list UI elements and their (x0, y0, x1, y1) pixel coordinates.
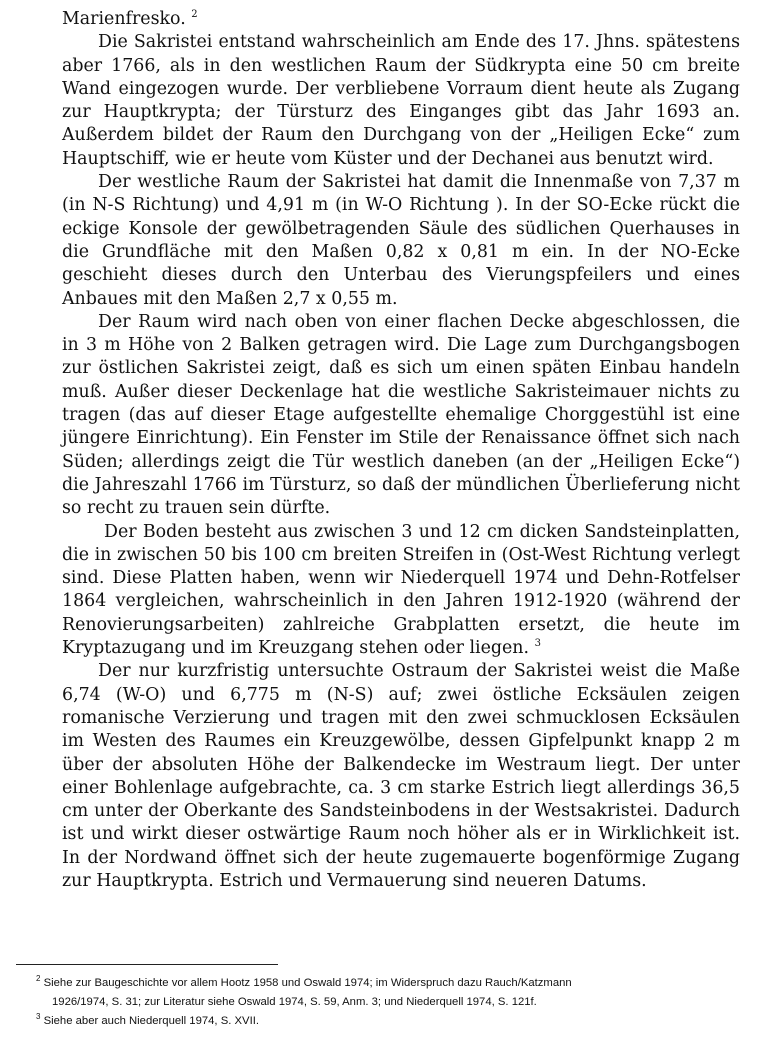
footnote-2-continued: 1926/1974, S. 31; zur Literatur siehe Oswald 1974, S. 59, Anm. 3; und Niederquell 1974, S. 121f. (52, 996, 537, 1008)
opening-text: Marienfresko. (62, 9, 186, 29)
paragraph-1: Die Sakristei entstand wahrscheinlich am Ende des 17. Jhns. spätestens aber 1766, als in den westlichen Raum der Südkrypta eine 50 cm breite Wand eingezogen wurde. Der verbliebene Vorraum dient heute als Zugang zur Hauptkrypta; der Türsturz des Einganges gibt das Jahr 1693 an. Außerdem bildet der Raum den Durchgang von der „Heiligen Ecke“ zum Hauptschiff, wie er heute vom Küster und der Dechanei aus benutzt wird. (62, 32, 740, 169)
footnote-number: 2 (36, 974, 41, 984)
footnote-number: 3 (36, 1012, 41, 1022)
footnote-text: Siehe aber auch Niederquell 1974, S. XVII. (43, 1015, 260, 1027)
footnotes (36, 974, 748, 1031)
main-text (62, 8, 740, 893)
footnote-2 (36, 974, 748, 993)
footnote-3 (36, 1012, 748, 1031)
paragraph-3: Der Raum wird nach oben von einer flachen Decke abgeschlossen, die in 3 m Höhe von 2 Balken getragen wird. Die Lage zum Durchgangsbogen zur östlichen Sakristei zeigt, daß es sich um einen späten Einbau handeln muß. Außer dieser Deckenlage hat die westliche Sakristeimauer nichts zu tragen (das auf dieser Etage aufgestellte ehemalige Chorggestühl ist eine jüngere Einrichtung). Ein Fenster im Stile der Renaissance öffnet sich nach Süden; allerdings zeigt die Tür westlich daneben (an der „Heiligen Ecke“) die Jahreszahl 1766 im Türsturz, so daß der mündlichen Überlieferung nicht so recht zu trauen sein dürfte. (62, 311, 740, 519)
paragraph-5: Der nur kurzfristig untersuchte Ostraum der Sakristei weist die Maße 6,74 (W-O) und 6,775 m (N-S) auf; zwei östliche Ecksäulen zeigen romanische Verzierung und tragen mit den zwei schmucklosen Ecksäulen im Westen des Raumes ein Kreuzgewölbe, dessen Gipfelpunkt knapp 2 m über der absoluten Höhe der Balkendecke im Westraum liegt. Der unter einer Bohlenlage aufgebrachte, ca. 3 cm starke Estrich liegt allerdings 36,5 cm unter der Oberkante des Sandsteinbodens in der Westsakristei. Dadurch ist und wirkt dieser ostwärtige Raum noch höher als er in Wirklichkeit ist. In der Nordwand öffnet sich der heute zugemauerte bogenförmige Zugang zur Hauptkrypta. Estrich und Vermauerung sind neueren Datums. (62, 661, 740, 891)
footnote-text: Siehe zur Baugeschichte vor allem Hootz 1958 und Oswald 1974; im Widerspruch dazu Rauch/Katzmann (43, 977, 572, 989)
paragraph-4-text: Der Boden besteht aus zwischen 3 und 12 cm dicken Sandsteinplatten, die in zwischen 50 bis 100 cm breiten Streifen in (Ost-West Richtung verlegt sind. Diese Platten haben, wenn wir Niederquell 1974 und Dehn-Rotfelser 1864 vergleichen, wahrscheinlich in den Jahren 1912-1920 (während der Renovierungsarbeiten) zahlreiche Grabplatten ersetzt, die heute im Kryptazugang und im Kreuzgang stehen oder liegen. (62, 521, 740, 659)
footnote-ref-2[interactable]: 2 (191, 9, 198, 21)
footnote-separator (16, 964, 278, 965)
paragraph-4 (62, 521, 740, 661)
opening-line (62, 8, 740, 31)
paragraph-2: Der westliche Raum der Sakristei hat damit die Innenmaße von 7,37 m (in N-S Richtung) und 4,91 m (in W-O Richtung ). In der SO-Ecke rückt die eckige Konsole der gewölbetragenden Säule des südlichen Querhauses in die Grundfläche mit den Maßen 0,82 x 0,81 m ein. In der NO-Ecke geschieht dieses durch den Unterbau des Vierungspfeilers und eines Anbaues mit den Maßen 2,7 x 0,55 m. (62, 172, 740, 309)
footnote-ref-3[interactable]: 3 (534, 638, 541, 650)
